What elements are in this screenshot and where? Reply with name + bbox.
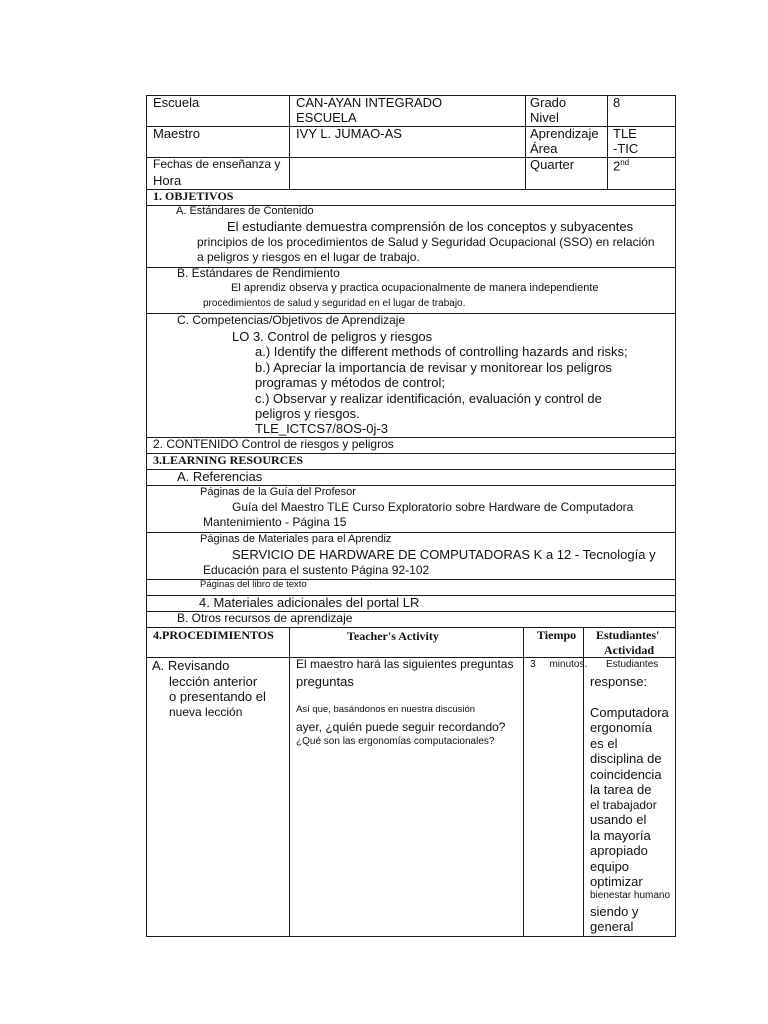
quarter-suffix: nd	[620, 158, 630, 167]
procedures-heading: 4.PROCEDIMIENTOS	[153, 628, 274, 642]
performance-standards-label: B. Estándares de Rendimiento	[177, 266, 340, 280]
table-border-right	[675, 95, 676, 937]
content-standards-label: A. Estándares de Contenido	[176, 205, 314, 217]
teacher-activity-header: Teacher's Activity	[347, 629, 439, 643]
student-response-line: disciplina de	[590, 751, 662, 766]
content-standards-text: principios de los procedimientos de Salud y Seguridad Ocupacional (SSO) en relación	[197, 235, 655, 249]
learner-materials-label: Páginas de Materiales para el Aprendiz	[200, 533, 392, 545]
performance-standards-text: El aprendiz observa y practica ocupacionalmente de manera independiente	[231, 282, 599, 294]
references-label: A. Referencias	[177, 469, 263, 484]
resources-heading: 3.LEARNING RESOURCES	[153, 453, 304, 467]
objective-c: peligros y riesgos.	[255, 406, 360, 421]
dates-label: Hora	[153, 173, 182, 188]
column-divider	[289, 95, 290, 190]
learning-outcome: LO 3. Control de peligros y riesgos	[232, 329, 433, 344]
school-value: ESCUELA	[296, 110, 357, 125]
time-header: Tiempo	[537, 628, 577, 642]
table-border-bottom	[146, 936, 676, 937]
student-response-line: es el	[590, 736, 618, 751]
teacher-guide-text: Mantenimiento - Página 15	[203, 515, 347, 529]
student-activity-heading: Estudiantes	[606, 659, 659, 670]
time-value: 3 minutos.	[530, 659, 588, 670]
student-activity-header: Actividad	[604, 643, 655, 657]
grade-value: 8	[613, 95, 621, 110]
teacher-guide-text: Guía del Maestro TLE Curso Exploratorio sobre Hardware de Computadora	[232, 500, 634, 514]
student-response-line: equipo	[590, 859, 630, 874]
learner-materials-text: Educación para el sustento Página 92-102	[203, 563, 430, 577]
teacher-activity-question: ¿Qué son las ergonomías computacionales?	[296, 736, 495, 747]
student-response-line: usando el	[590, 812, 647, 827]
student-response-line: la tarea de	[590, 782, 652, 797]
learner-materials-text: SERVICIO DE HARDWARE DE COMPUTADORAS K a 12 - Tecnología y	[232, 547, 656, 562]
objective-c: c.) Observar y realizar identificación, evaluación y control de	[255, 391, 602, 406]
column-divider	[583, 627, 584, 937]
teacher-label: Maestro	[153, 126, 200, 141]
objective-a: a.) Identify the different methods of controlling hazards and risks;	[255, 344, 628, 359]
other-resources-label: B. Otros recursos de aprendizaje	[177, 611, 353, 625]
area-label: Aprendizaje	[530, 126, 599, 141]
teacher-activity-question: ayer, ¿quién puede seguir recordando?	[296, 720, 506, 734]
student-response-label: response:	[590, 674, 648, 689]
textbook-label: Páginas del libro de texto	[200, 579, 307, 590]
student-response-line: Computadora	[590, 705, 669, 720]
teacher-value: IVY L. JUMAO-AS	[296, 126, 402, 141]
objetivos-heading: 1. OBJETIVOS	[153, 189, 234, 203]
competency-code: TLE_ICTCS7/8OS-0j-3	[255, 421, 388, 436]
contenido-row: 2. CONTENIDO Control de riesgos y peligros	[153, 437, 394, 451]
lr-portal-label: 4. Materiales adicionales del portal LR	[199, 595, 420, 610]
quarter-number: 2	[613, 158, 621, 174]
competencies-label: C. Competencias/Objetivos de Aprendizaje	[177, 313, 406, 327]
column-divider	[525, 95, 526, 190]
student-response-line: coincidencia	[590, 767, 662, 782]
dates-label: Fechas de enseñanza y	[153, 157, 281, 171]
student-response-line: el trabajador	[590, 798, 657, 812]
column-divider	[607, 95, 608, 190]
performance-standards-text: procedimientos de salud y seguridad en el lugar de trabajo.	[203, 298, 466, 309]
school-label: Escuela	[153, 95, 200, 110]
quarter-value	[613, 158, 629, 174]
grade-label: Grado	[530, 95, 567, 110]
student-response-line: bienestar humano	[590, 890, 671, 901]
area-value: -TIC	[613, 141, 639, 156]
teacher-activity-text: preguntas	[296, 674, 354, 689]
student-response-line: ergonomía	[590, 720, 653, 735]
content-standards-text: a peligros y riesgos en el lugar de trabajo.	[197, 250, 420, 264]
grade-label: Nivel	[530, 110, 559, 125]
objective-b: programas y métodos de control;	[255, 375, 446, 390]
area-value: TLE	[613, 126, 637, 141]
student-activity-header: Estudiantes'	[596, 628, 660, 642]
school-value: CAN-AYAN INTEGRADO	[296, 95, 443, 110]
column-divider	[289, 627, 290, 937]
step-a-label: nueva lección	[169, 705, 243, 719]
content-standards-text: El estudiante demuestra comprensión de los conceptos y subyacentes	[227, 219, 634, 234]
student-response-line: general	[590, 919, 634, 934]
student-response-line: siendo y	[590, 904, 639, 919]
teacher-guide-label: Páginas de la Guía del Profesor	[200, 486, 356, 498]
area-label: Área	[530, 141, 558, 156]
teacher-activity-text: El maestro hará las siguientes preguntas	[296, 657, 514, 671]
quarter-label: Quarter	[530, 157, 575, 172]
objective-b: b.) Apreciar la importancia de revisar y monitorear los peligros	[255, 360, 612, 375]
step-a-label: A. Revisando	[152, 658, 230, 673]
student-response-line: apropiado	[590, 843, 648, 858]
student-response-line: optimizar	[590, 874, 643, 889]
student-response-line: la mayoría	[590, 828, 651, 843]
step-a-label: o presentando el	[169, 689, 266, 704]
table-border-left	[146, 95, 147, 937]
step-a-label: lección anterior	[169, 674, 258, 689]
teacher-activity-text: Así que, basándonos en nuestra discusión	[296, 704, 476, 715]
column-divider	[523, 627, 524, 937]
